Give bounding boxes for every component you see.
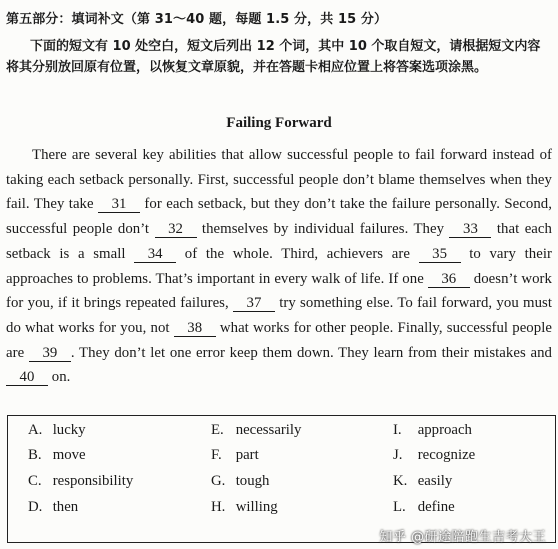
- option-word: easily: [414, 473, 453, 489]
- option-l: [393, 499, 455, 516]
- passage-text: that each setback is a small: [6, 221, 552, 262]
- option-word: move: [49, 447, 86, 463]
- option-word: tough: [232, 473, 270, 489]
- blank-36: 36: [428, 272, 470, 288]
- blank-32: 32: [155, 222, 197, 238]
- option-e: [211, 422, 301, 439]
- blank-34: 34: [134, 247, 176, 263]
- passage-text: try something else. To fail forward, you must do what works for you, not: [6, 295, 552, 336]
- passage-text: There are several key abilities that allow successful people to fail forward instead of taking each setback personally. First, successful people don’t blame themselves when they fail. They take: [6, 147, 552, 213]
- option-k: [393, 473, 452, 490]
- option-letter: D.: [28, 499, 43, 515]
- instructions-text: 下面的短文有 10 处空白，短文后列出 12 个词，其中 10 个取自短文，请根据短文内容将其分别放回原有位置，以恢复文章原貌，并在答题卡相应位置上将答案选项涂黑。: [6, 39, 541, 75]
- option-c: [28, 473, 133, 490]
- passage-text: . They don’t let one error keep them down. They learn from their mistakes and: [70, 344, 552, 361]
- passage-text: of the whole. Third, achievers are: [176, 245, 419, 262]
- blank-33: 33: [449, 222, 491, 238]
- option-letter: A.: [28, 422, 43, 438]
- option-d: [28, 499, 78, 516]
- passage-text: themselves by individual failures. They: [196, 221, 450, 238]
- option-letter: H.: [211, 499, 226, 515]
- blank-39: 39: [29, 346, 71, 362]
- option-letter: E.: [211, 422, 224, 438]
- option-letter: K.: [393, 473, 408, 489]
- option-letter: L.: [393, 499, 406, 515]
- option-h: [211, 499, 278, 516]
- option-word: approach: [414, 422, 472, 438]
- option-word: lucky: [49, 422, 86, 438]
- instructions: [6, 36, 552, 78]
- option-letter: F.: [211, 447, 222, 463]
- option-word: define: [414, 499, 455, 515]
- blank-31: 31: [98, 197, 140, 213]
- option-word: responsibility: [49, 473, 134, 489]
- option-word: then: [49, 499, 79, 515]
- blank-37: 37: [233, 296, 275, 312]
- option-f: [211, 447, 259, 464]
- option-word: willing: [232, 499, 278, 515]
- watermark: 知乎 @研途陪跑生吉考大王: [379, 530, 546, 545]
- passage-text: doesn’t work for you, if it brings repeated failures,: [6, 270, 552, 312]
- section-header: 第五部分：填词补文（第 31～40 题，每题 1.5 分，共 15 分）: [6, 12, 388, 27]
- option-j: [393, 447, 475, 464]
- option-letter: G.: [211, 473, 226, 489]
- option-word: recognize: [414, 447, 476, 463]
- passage-text: for each setback, but they don’t take the failure personally. Second, successful people don’t: [6, 196, 552, 238]
- passage-title: Failing Forward: [226, 115, 332, 131]
- passage-text: what works for other people. Finally, successful people are: [6, 319, 552, 361]
- option-letter: I.: [393, 422, 402, 438]
- passage: [6, 143, 552, 390]
- option-letter: B.: [28, 447, 42, 463]
- passage-text: on.: [48, 369, 71, 386]
- option-letter: J.: [393, 447, 403, 463]
- option-a: [28, 422, 86, 439]
- blank-35: 35: [419, 247, 461, 263]
- option-letter: C.: [28, 473, 42, 489]
- option-word: part: [232, 447, 259, 463]
- passage-text: to vary their approaches to problems. That’s important in every walk of life. If one: [6, 245, 552, 287]
- option-i: [393, 422, 472, 439]
- option-g: [211, 473, 269, 490]
- blank-40: 40: [6, 370, 48, 386]
- option-word: necessarily: [232, 422, 302, 438]
- word-options-box: [7, 415, 556, 543]
- option-b: [28, 447, 86, 464]
- blank-38: 38: [174, 321, 216, 337]
